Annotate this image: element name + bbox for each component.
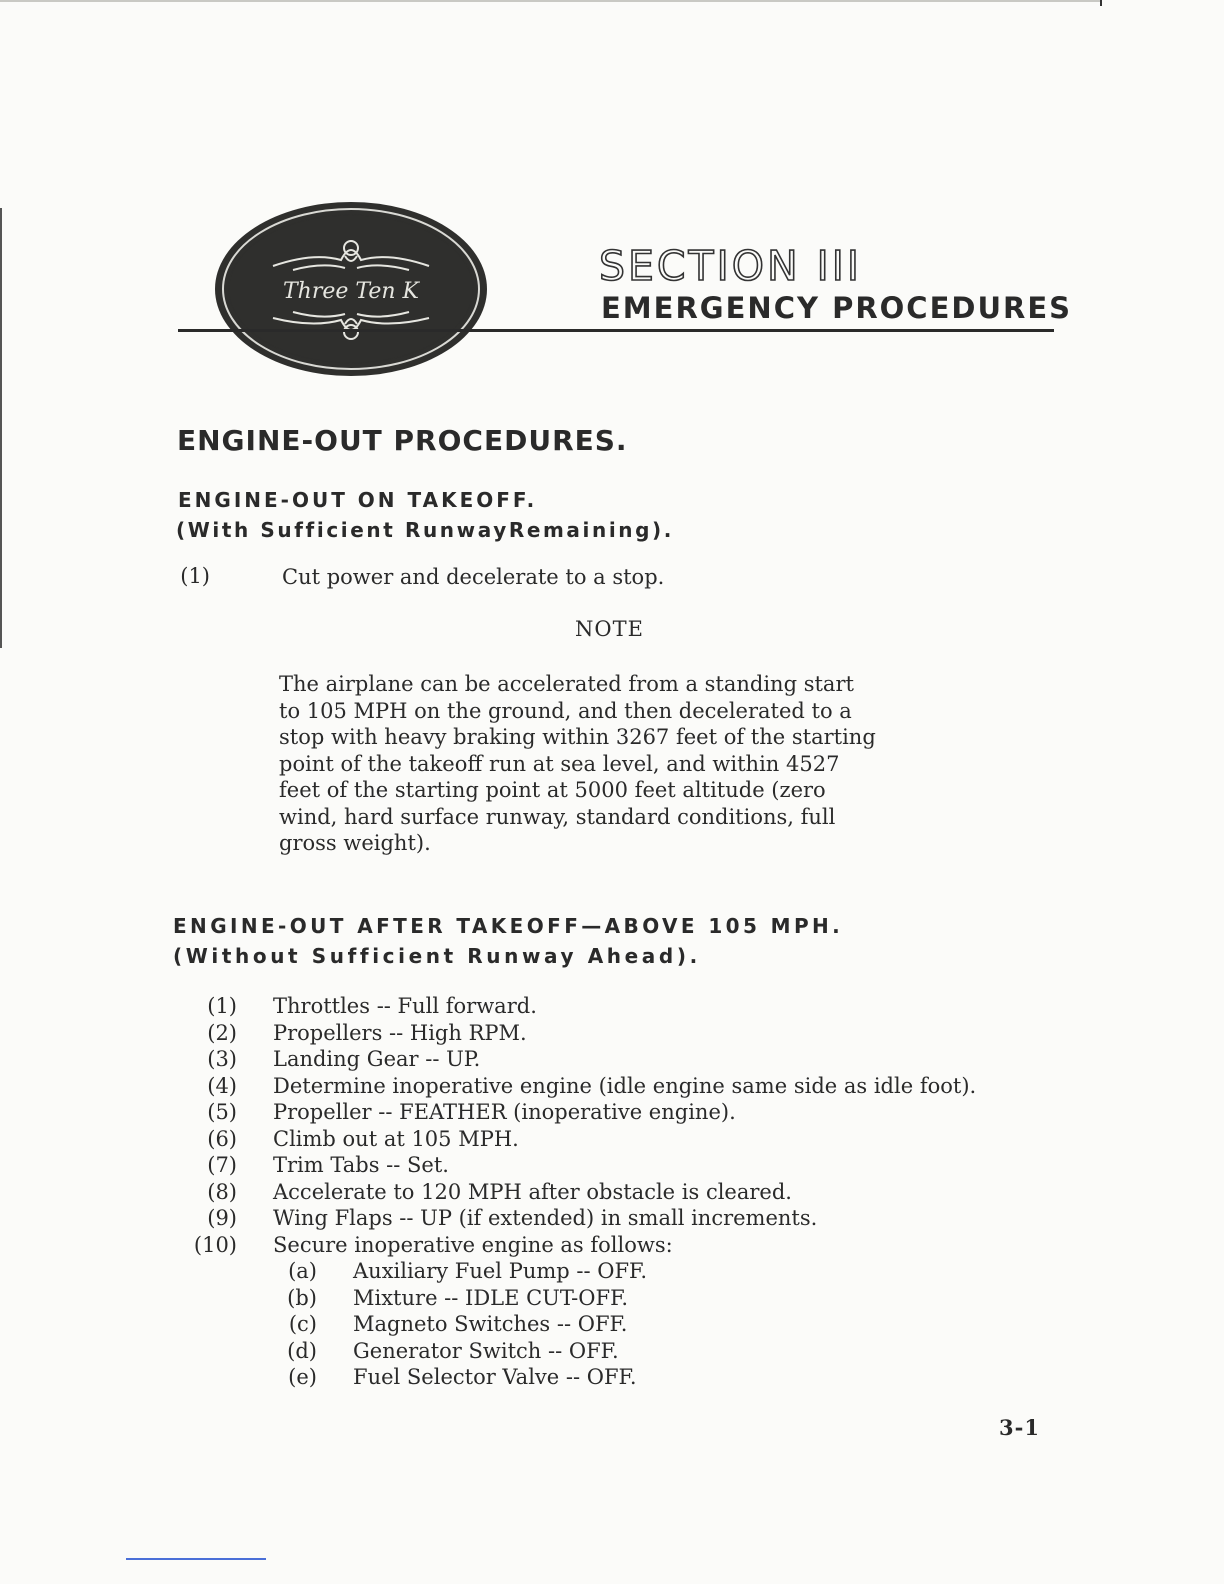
substep-letter: (c) bbox=[288, 1312, 317, 1336]
substep-letter: (e) bbox=[288, 1365, 317, 1389]
takeoff-subheading: (With Sufficient RunwayRemaining). bbox=[176, 518, 674, 542]
substep-text: Fuel Selector Valve -- OFF. bbox=[353, 1365, 637, 1389]
step-text: Trim Tabs -- Set. bbox=[273, 1153, 449, 1177]
step-text: Cut power and decelerate to a stop. bbox=[282, 565, 665, 589]
step-text: Determine inoperative engine (idle engine same side as idle foot). bbox=[273, 1073, 977, 1098]
emblem-logo bbox=[213, 200, 489, 378]
takeoff-heading: ENGINE-OUT ON TAKEOFF. bbox=[178, 488, 538, 512]
step-number: (5) bbox=[207, 1100, 237, 1124]
scan-left-edge bbox=[0, 208, 2, 648]
step-number: (7) bbox=[207, 1153, 237, 1177]
step-number: (1) bbox=[180, 564, 210, 588]
note-line: to 105 MPH on the ground, and then decelerated to a bbox=[279, 698, 852, 723]
step-text: Secure inoperative engine as follows: bbox=[273, 1232, 673, 1257]
substep-letter: (b) bbox=[287, 1285, 317, 1310]
step-text: Wing Flaps -- UP (if extended) in small increments. bbox=[273, 1206, 818, 1230]
scan-bottom-mark bbox=[126, 1558, 266, 1560]
main-heading: ENGINE-OUT PROCEDURES. bbox=[177, 424, 628, 457]
step-number: (3) bbox=[207, 1047, 237, 1071]
step-text: Throttles -- Full forward. bbox=[273, 994, 537, 1018]
emblem-script-text: Three Ten K bbox=[283, 279, 419, 304]
note-line: point of the takeoff run at sea level, and within 4527 bbox=[279, 751, 840, 776]
substep-text: Auxiliary Fuel Pump -- OFF. bbox=[353, 1259, 648, 1283]
page-number: 3-1 bbox=[999, 1415, 1040, 1440]
note-body bbox=[279, 671, 939, 857]
note-line: stop with heavy braking within 3267 feet of the starting bbox=[279, 725, 876, 749]
step-number: (10) bbox=[193, 1232, 237, 1257]
step-text: Accelerate to 120 MPH after obstacle is cleared. bbox=[273, 1179, 792, 1204]
step-number: (2) bbox=[207, 1020, 237, 1045]
step-text: Propeller -- FEATHER (inoperative engine). bbox=[273, 1100, 736, 1124]
after-takeoff-subheading: (Without Sufficient Runway Ahead). bbox=[173, 944, 701, 968]
note-line: The airplane can be accelerated from a standing start bbox=[279, 672, 854, 696]
substep-text: Magneto Switches -- OFF. bbox=[353, 1312, 628, 1336]
step-number: (8) bbox=[207, 1179, 237, 1204]
scan-top-rule bbox=[0, 0, 1100, 2]
step-text: Climb out at 105 MPH. bbox=[273, 1126, 519, 1151]
section-title: EMERGENCY PROCEDURES bbox=[601, 291, 1073, 325]
note-line: gross weight). bbox=[279, 831, 431, 855]
substep-text: Generator Switch -- OFF. bbox=[353, 1338, 619, 1363]
step-number: (6) bbox=[207, 1126, 237, 1151]
step-number: (9) bbox=[207, 1206, 237, 1230]
note-title: NOTE bbox=[575, 617, 644, 641]
substep-text: Mixture -- IDLE CUT-OFF. bbox=[353, 1285, 629, 1310]
step-number: (1) bbox=[207, 994, 237, 1018]
after-takeoff-heading: ENGINE-OUT AFTER TAKEOFF—ABOVE 105 MPH. bbox=[173, 914, 844, 938]
step-text: Propellers -- High RPM. bbox=[273, 1020, 527, 1045]
scan-right-edge bbox=[1100, 0, 1102, 6]
note-line: feet of the starting point at 5000 feet altitude (zero bbox=[279, 778, 826, 802]
substep-letter: (a) bbox=[288, 1259, 317, 1283]
substep-letter: (d) bbox=[287, 1338, 317, 1363]
section-label: SECTION III bbox=[599, 242, 862, 290]
step-text: Landing Gear -- UP. bbox=[273, 1047, 481, 1071]
note-line: wind, hard surface runway, standard conditions, full bbox=[279, 804, 836, 829]
section-rule bbox=[178, 329, 1054, 332]
step-number: (4) bbox=[207, 1073, 237, 1098]
